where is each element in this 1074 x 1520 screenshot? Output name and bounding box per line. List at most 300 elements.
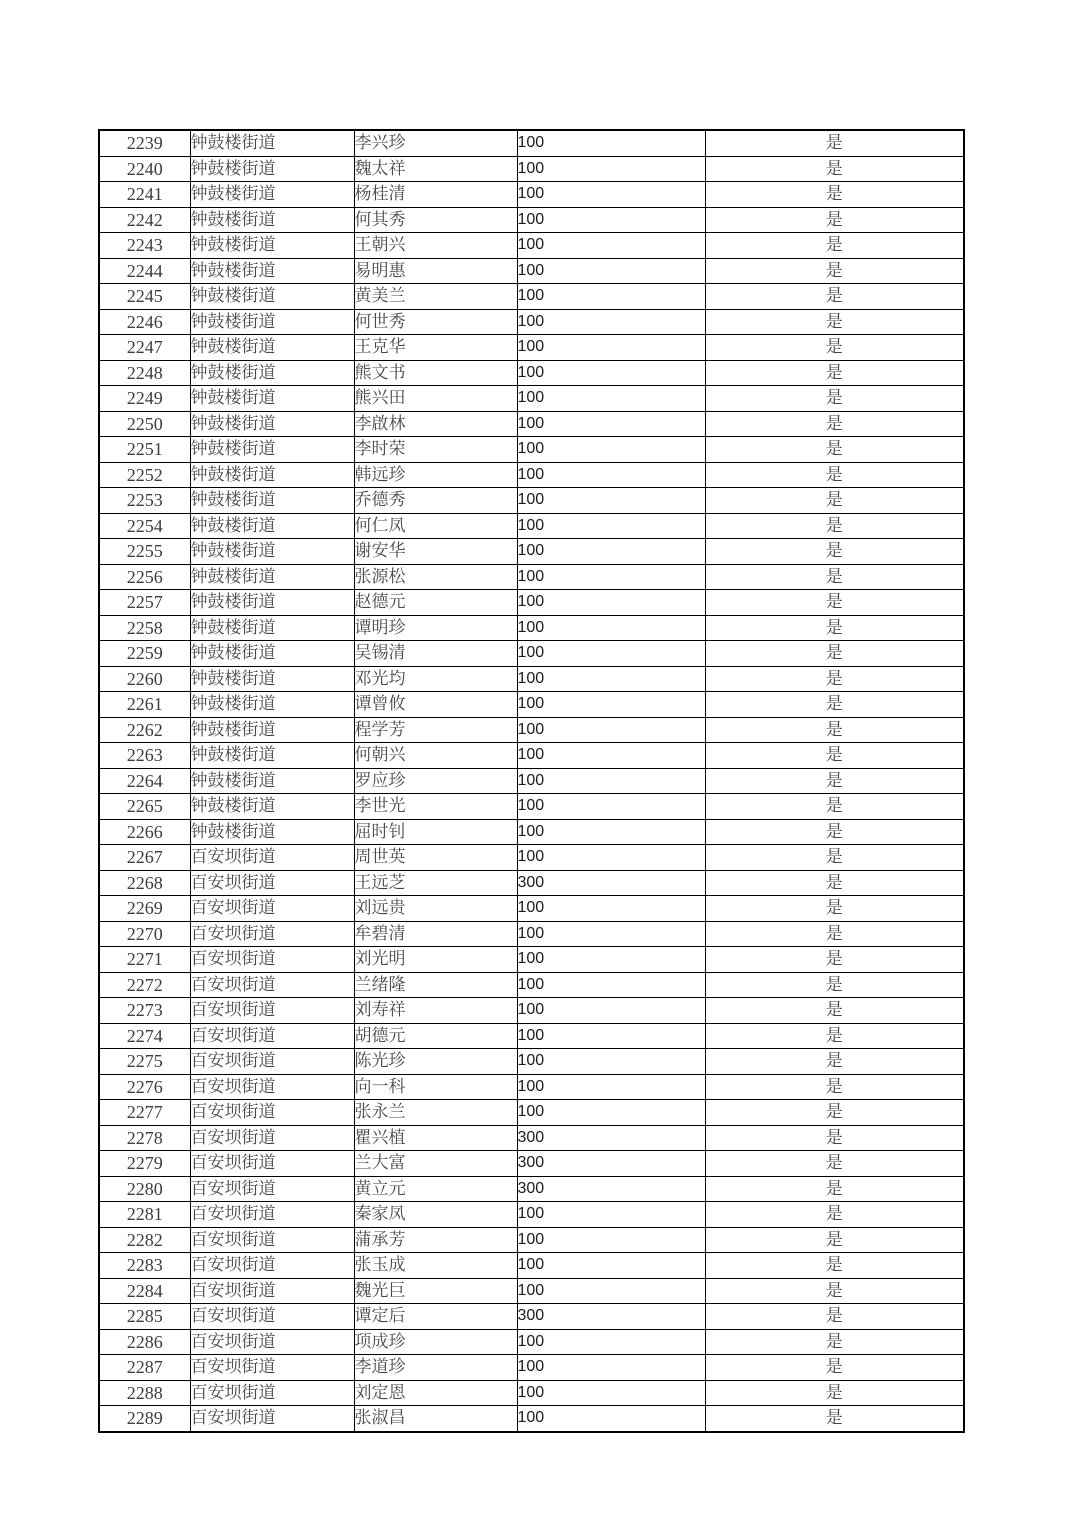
person-name-cell: 秦家凤: [354, 1202, 517, 1228]
amount-cell: 100: [517, 692, 705, 718]
street-name-cell: 百安坝街道: [190, 998, 354, 1024]
amount-cell: 100: [517, 360, 705, 386]
amount-cell: 100: [517, 947, 705, 973]
person-name-cell: 刘寿祥: [354, 998, 517, 1024]
street-name-cell: 百安坝街道: [190, 1355, 354, 1381]
person-name-cell: 谭定后: [354, 1304, 517, 1330]
serial-number-cell: 2272: [99, 972, 190, 998]
person-name-cell: 王克华: [354, 335, 517, 361]
street-name-cell: 钟鼓楼街道: [190, 590, 354, 616]
table-row: [99, 564, 964, 590]
street-name-cell: 钟鼓楼街道: [190, 437, 354, 463]
table-row: [99, 488, 964, 514]
table-row: [99, 998, 964, 1024]
confirmed-flag-cell: 是: [705, 1380, 964, 1406]
street-name-cell: 钟鼓楼街道: [190, 182, 354, 208]
street-name-cell: 钟鼓楼街道: [190, 284, 354, 310]
confirmed-flag-cell: 是: [705, 1151, 964, 1177]
person-name-cell: 胡德元: [354, 1023, 517, 1049]
street-name-cell: 百安坝街道: [190, 1023, 354, 1049]
confirmed-flag-cell: 是: [705, 513, 964, 539]
street-name-cell: 百安坝街道: [190, 1406, 354, 1432]
amount-cell: 100: [517, 233, 705, 259]
confirmed-flag-cell: 是: [705, 284, 964, 310]
person-name-cell: 魏光巨: [354, 1278, 517, 1304]
person-name-cell: 项成珍: [354, 1329, 517, 1355]
confirmed-flag-cell: 是: [705, 182, 964, 208]
amount-cell: 100: [517, 921, 705, 947]
table-row: [99, 743, 964, 769]
serial-number-cell: 2262: [99, 717, 190, 743]
confirmed-flag-cell: 是: [705, 590, 964, 616]
table-row: [99, 794, 964, 820]
table-row: [99, 130, 964, 156]
street-name-cell: 百安坝街道: [190, 1253, 354, 1279]
serial-number-cell: 2240: [99, 156, 190, 182]
amount-cell: 100: [517, 641, 705, 667]
table-row: [99, 284, 964, 310]
street-name-cell: 百安坝街道: [190, 1074, 354, 1100]
person-name-cell: 蒲承芳: [354, 1227, 517, 1253]
street-name-cell: 钟鼓楼街道: [190, 233, 354, 259]
street-name-cell: 钟鼓楼街道: [190, 335, 354, 361]
serial-number-cell: 2259: [99, 641, 190, 667]
serial-number-cell: 2250: [99, 411, 190, 437]
confirmed-flag-cell: 是: [705, 666, 964, 692]
street-name-cell: 百安坝街道: [190, 896, 354, 922]
confirmed-flag-cell: 是: [705, 207, 964, 233]
table-row: [99, 233, 964, 259]
amount-cell: 300: [517, 1151, 705, 1177]
amount-cell: 100: [517, 1253, 705, 1279]
street-name-cell: 钟鼓楼街道: [190, 462, 354, 488]
amount-cell: 100: [517, 717, 705, 743]
serial-number-cell: 2271: [99, 947, 190, 973]
person-name-cell: 乔德秀: [354, 488, 517, 514]
confirmed-flag-cell: 是: [705, 539, 964, 565]
serial-number-cell: 2241: [99, 182, 190, 208]
street-name-cell: 钟鼓楼街道: [190, 641, 354, 667]
serial-number-cell: 2251: [99, 437, 190, 463]
amount-cell: 100: [517, 1380, 705, 1406]
person-name-cell: 刘光明: [354, 947, 517, 973]
confirmed-flag-cell: 是: [705, 1304, 964, 1330]
person-name-cell: 吴锡清: [354, 641, 517, 667]
person-name-cell: 何世秀: [354, 309, 517, 335]
amount-cell: 100: [517, 972, 705, 998]
person-name-cell: 李时荣: [354, 437, 517, 463]
confirmed-flag-cell: 是: [705, 1125, 964, 1151]
table-row: [99, 666, 964, 692]
confirmed-flag-cell: 是: [705, 641, 964, 667]
confirmed-flag-cell: 是: [705, 488, 964, 514]
serial-number-cell: 2287: [99, 1355, 190, 1381]
table-row: [99, 258, 964, 284]
street-name-cell: 钟鼓楼街道: [190, 156, 354, 182]
amount-cell: 100: [517, 335, 705, 361]
person-name-cell: 瞿兴植: [354, 1125, 517, 1151]
serial-number-cell: 2257: [99, 590, 190, 616]
serial-number-cell: 2249: [99, 386, 190, 412]
confirmed-flag-cell: 是: [705, 998, 964, 1024]
person-name-cell: 张玉成: [354, 1253, 517, 1279]
amount-cell: 100: [517, 1355, 705, 1381]
confirmed-flag-cell: 是: [705, 896, 964, 922]
confirmed-flag-cell: 是: [705, 717, 964, 743]
table-row: [99, 1253, 964, 1279]
table-row: [99, 156, 964, 182]
person-name-cell: 周世英: [354, 845, 517, 871]
confirmed-flag-cell: 是: [705, 972, 964, 998]
confirmed-flag-cell: 是: [705, 335, 964, 361]
serial-number-cell: 2268: [99, 870, 190, 896]
street-name-cell: 百安坝街道: [190, 1125, 354, 1151]
person-name-cell: 李道珍: [354, 1355, 517, 1381]
serial-number-cell: 2284: [99, 1278, 190, 1304]
street-name-cell: 钟鼓楼街道: [190, 207, 354, 233]
confirmed-flag-cell: 是: [705, 1406, 964, 1432]
serial-number-cell: 2248: [99, 360, 190, 386]
confirmed-flag-cell: 是: [705, 156, 964, 182]
serial-number-cell: 2265: [99, 794, 190, 820]
table-row: [99, 1227, 964, 1253]
table-row: [99, 692, 964, 718]
table-row: [99, 1023, 964, 1049]
amount-cell: 100: [517, 1023, 705, 1049]
person-name-cell: 熊兴田: [354, 386, 517, 412]
confirmed-flag-cell: 是: [705, 1329, 964, 1355]
amount-cell: 100: [517, 1329, 705, 1355]
serial-number-cell: 2273: [99, 998, 190, 1024]
person-name-cell: 李啟林: [354, 411, 517, 437]
person-name-cell: 兰大富: [354, 1151, 517, 1177]
person-name-cell: 张永兰: [354, 1100, 517, 1126]
table-row: [99, 896, 964, 922]
serial-number-cell: 2278: [99, 1125, 190, 1151]
table-row: [99, 1329, 964, 1355]
serial-number-cell: 2252: [99, 462, 190, 488]
serial-number-cell: 2279: [99, 1151, 190, 1177]
street-name-cell: 百安坝街道: [190, 1049, 354, 1075]
person-name-cell: 罗应珍: [354, 768, 517, 794]
serial-number-cell: 2253: [99, 488, 190, 514]
serial-number-cell: 2255: [99, 539, 190, 565]
confirmed-flag-cell: 是: [705, 870, 964, 896]
table-row: [99, 1304, 964, 1330]
confirmed-flag-cell: 是: [705, 1227, 964, 1253]
serial-number-cell: 2277: [99, 1100, 190, 1126]
table-row: [99, 1406, 964, 1432]
serial-number-cell: 2281: [99, 1202, 190, 1228]
street-name-cell: 百安坝街道: [190, 845, 354, 871]
amount-cell: 100: [517, 743, 705, 769]
amount-cell: 100: [517, 462, 705, 488]
serial-number-cell: 2254: [99, 513, 190, 539]
street-name-cell: 钟鼓楼街道: [190, 717, 354, 743]
street-name-cell: 百安坝街道: [190, 1176, 354, 1202]
serial-number-cell: 2288: [99, 1380, 190, 1406]
confirmed-flag-cell: 是: [705, 819, 964, 845]
roster-table: [98, 129, 965, 1433]
amount-cell: 100: [517, 411, 705, 437]
confirmed-flag-cell: 是: [705, 1202, 964, 1228]
confirmed-flag-cell: 是: [705, 1049, 964, 1075]
amount-cell: 100: [517, 1074, 705, 1100]
confirmed-flag-cell: 是: [705, 743, 964, 769]
street-name-cell: 百安坝街道: [190, 1151, 354, 1177]
amount-cell: 300: [517, 1304, 705, 1330]
person-name-cell: 向一科: [354, 1074, 517, 1100]
amount-cell: 100: [517, 819, 705, 845]
serial-number-cell: 2244: [99, 258, 190, 284]
table-row: [99, 182, 964, 208]
amount-cell: 100: [517, 156, 705, 182]
confirmed-flag-cell: 是: [705, 1355, 964, 1381]
table-row: [99, 309, 964, 335]
street-name-cell: 钟鼓楼街道: [190, 564, 354, 590]
street-name-cell: 钟鼓楼街道: [190, 488, 354, 514]
person-name-cell: 李世光: [354, 794, 517, 820]
amount-cell: 100: [517, 207, 705, 233]
serial-number-cell: 2269: [99, 896, 190, 922]
table-row: [99, 1202, 964, 1228]
confirmed-flag-cell: 是: [705, 1253, 964, 1279]
table-row: [99, 717, 964, 743]
table-row: [99, 972, 964, 998]
table-row: [99, 1355, 964, 1381]
amount-cell: 100: [517, 437, 705, 463]
amount-cell: 100: [517, 998, 705, 1024]
person-name-cell: 邓光均: [354, 666, 517, 692]
confirmed-flag-cell: 是: [705, 462, 964, 488]
serial-number-cell: 2266: [99, 819, 190, 845]
person-name-cell: 牟碧清: [354, 921, 517, 947]
serial-number-cell: 2242: [99, 207, 190, 233]
table-row: [99, 615, 964, 641]
person-name-cell: 屈时钊: [354, 819, 517, 845]
amount-cell: 100: [517, 182, 705, 208]
serial-number-cell: 2239: [99, 130, 190, 156]
amount-cell: 100: [517, 130, 705, 156]
amount-cell: 300: [517, 870, 705, 896]
table-row: [99, 819, 964, 845]
table-row: [99, 870, 964, 896]
amount-cell: 100: [517, 1406, 705, 1432]
amount-cell: 100: [517, 1202, 705, 1228]
table-row: [99, 335, 964, 361]
serial-number-cell: 2285: [99, 1304, 190, 1330]
amount-cell: 100: [517, 896, 705, 922]
street-name-cell: 钟鼓楼街道: [190, 130, 354, 156]
street-name-cell: 钟鼓楼街道: [190, 768, 354, 794]
serial-number-cell: 2245: [99, 284, 190, 310]
street-name-cell: 钟鼓楼街道: [190, 794, 354, 820]
amount-cell: 100: [517, 564, 705, 590]
serial-number-cell: 2276: [99, 1074, 190, 1100]
amount-cell: 300: [517, 1176, 705, 1202]
person-name-cell: 谢安华: [354, 539, 517, 565]
confirmed-flag-cell: 是: [705, 386, 964, 412]
amount-cell: 100: [517, 615, 705, 641]
confirmed-flag-cell: 是: [705, 1023, 964, 1049]
roster-table-body: [99, 130, 964, 1432]
amount-cell: 100: [517, 258, 705, 284]
table-row: [99, 437, 964, 463]
confirmed-flag-cell: 是: [705, 1278, 964, 1304]
amount-cell: 100: [517, 513, 705, 539]
person-name-cell: 李兴珍: [354, 130, 517, 156]
person-name-cell: 熊文书: [354, 360, 517, 386]
street-name-cell: 钟鼓楼街道: [190, 692, 354, 718]
person-name-cell: 刘定恩: [354, 1380, 517, 1406]
confirmed-flag-cell: 是: [705, 360, 964, 386]
amount-cell: 100: [517, 309, 705, 335]
street-name-cell: 百安坝街道: [190, 1227, 354, 1253]
amount-cell: 100: [517, 590, 705, 616]
serial-number-cell: 2270: [99, 921, 190, 947]
table-row: [99, 411, 964, 437]
confirmed-flag-cell: 是: [705, 845, 964, 871]
table-row: [99, 1074, 964, 1100]
table-row: [99, 360, 964, 386]
confirmed-flag-cell: 是: [705, 615, 964, 641]
street-name-cell: 钟鼓楼街道: [190, 309, 354, 335]
street-name-cell: 钟鼓楼街道: [190, 743, 354, 769]
serial-number-cell: 2280: [99, 1176, 190, 1202]
amount-cell: 100: [517, 1278, 705, 1304]
amount-cell: 100: [517, 284, 705, 310]
person-name-cell: 刘远贵: [354, 896, 517, 922]
amount-cell: 100: [517, 845, 705, 871]
amount-cell: 100: [517, 386, 705, 412]
person-name-cell: 程学芳: [354, 717, 517, 743]
serial-number-cell: 2247: [99, 335, 190, 361]
street-name-cell: 百安坝街道: [190, 921, 354, 947]
person-name-cell: 王远芝: [354, 870, 517, 896]
amount-cell: 100: [517, 794, 705, 820]
confirmed-flag-cell: 是: [705, 768, 964, 794]
amount-cell: 100: [517, 1100, 705, 1126]
person-name-cell: 张淑昌: [354, 1406, 517, 1432]
serial-number-cell: 2243: [99, 233, 190, 259]
person-name-cell: 王朝兴: [354, 233, 517, 259]
street-name-cell: 百安坝街道: [190, 947, 354, 973]
table-row: [99, 1151, 964, 1177]
confirmed-flag-cell: 是: [705, 437, 964, 463]
person-name-cell: 黄美兰: [354, 284, 517, 310]
street-name-cell: 钟鼓楼街道: [190, 258, 354, 284]
confirmed-flag-cell: 是: [705, 564, 964, 590]
table-row: [99, 207, 964, 233]
street-name-cell: 百安坝街道: [190, 1202, 354, 1228]
confirmed-flag-cell: 是: [705, 947, 964, 973]
street-name-cell: 钟鼓楼街道: [190, 666, 354, 692]
serial-number-cell: 2275: [99, 1049, 190, 1075]
confirmed-flag-cell: 是: [705, 921, 964, 947]
amount-cell: 100: [517, 1049, 705, 1075]
confirmed-flag-cell: 是: [705, 1100, 964, 1126]
street-name-cell: 钟鼓楼街道: [190, 819, 354, 845]
street-name-cell: 百安坝街道: [190, 972, 354, 998]
table-row: [99, 1278, 964, 1304]
amount-cell: 100: [517, 539, 705, 565]
table-row: [99, 539, 964, 565]
street-name-cell: 钟鼓楼街道: [190, 513, 354, 539]
table-row: [99, 845, 964, 871]
table-row: [99, 386, 964, 412]
street-name-cell: 钟鼓楼街道: [190, 411, 354, 437]
table-row: [99, 921, 964, 947]
table-row: [99, 947, 964, 973]
person-name-cell: 谭明珍: [354, 615, 517, 641]
table-row: [99, 1380, 964, 1406]
person-name-cell: 何朝兴: [354, 743, 517, 769]
person-name-cell: 韩远珍: [354, 462, 517, 488]
table-row: [99, 1176, 964, 1202]
street-name-cell: 百安坝街道: [190, 1278, 354, 1304]
table-row: [99, 1100, 964, 1126]
person-name-cell: 何仁凤: [354, 513, 517, 539]
table-row: [99, 1125, 964, 1151]
amount-cell: 100: [517, 1227, 705, 1253]
confirmed-flag-cell: 是: [705, 258, 964, 284]
person-name-cell: 易明惠: [354, 258, 517, 284]
street-name-cell: 百安坝街道: [190, 1329, 354, 1355]
amount-cell: 100: [517, 666, 705, 692]
amount-cell: 100: [517, 768, 705, 794]
person-name-cell: 杨桂清: [354, 182, 517, 208]
table-row: [99, 462, 964, 488]
person-name-cell: 赵德元: [354, 590, 517, 616]
confirmed-flag-cell: 是: [705, 309, 964, 335]
person-name-cell: 兰绪隆: [354, 972, 517, 998]
serial-number-cell: 2263: [99, 743, 190, 769]
serial-number-cell: 2261: [99, 692, 190, 718]
serial-number-cell: 2246: [99, 309, 190, 335]
table-row: [99, 590, 964, 616]
table-row: [99, 641, 964, 667]
confirmed-flag-cell: 是: [705, 1176, 964, 1202]
confirmed-flag-cell: 是: [705, 692, 964, 718]
street-name-cell: 钟鼓楼街道: [190, 539, 354, 565]
street-name-cell: 钟鼓楼街道: [190, 615, 354, 641]
table-row: [99, 1049, 964, 1075]
person-name-cell: 何其秀: [354, 207, 517, 233]
confirmed-flag-cell: 是: [705, 233, 964, 259]
confirmed-flag-cell: 是: [705, 411, 964, 437]
person-name-cell: 张源松: [354, 564, 517, 590]
person-name-cell: 陈光珍: [354, 1049, 517, 1075]
confirmed-flag-cell: 是: [705, 794, 964, 820]
table-row: [99, 513, 964, 539]
person-name-cell: 黄立元: [354, 1176, 517, 1202]
serial-number-cell: 2260: [99, 666, 190, 692]
serial-number-cell: 2267: [99, 845, 190, 871]
table-row: [99, 768, 964, 794]
street-name-cell: 百安坝街道: [190, 1100, 354, 1126]
street-name-cell: 钟鼓楼街道: [190, 386, 354, 412]
street-name-cell: 百安坝街道: [190, 1304, 354, 1330]
street-name-cell: 钟鼓楼街道: [190, 360, 354, 386]
serial-number-cell: 2286: [99, 1329, 190, 1355]
street-name-cell: 百安坝街道: [190, 870, 354, 896]
amount-cell: 100: [517, 488, 705, 514]
serial-number-cell: 2258: [99, 615, 190, 641]
amount-cell: 300: [517, 1125, 705, 1151]
serial-number-cell: 2283: [99, 1253, 190, 1279]
serial-number-cell: 2274: [99, 1023, 190, 1049]
person-name-cell: 魏太祥: [354, 156, 517, 182]
